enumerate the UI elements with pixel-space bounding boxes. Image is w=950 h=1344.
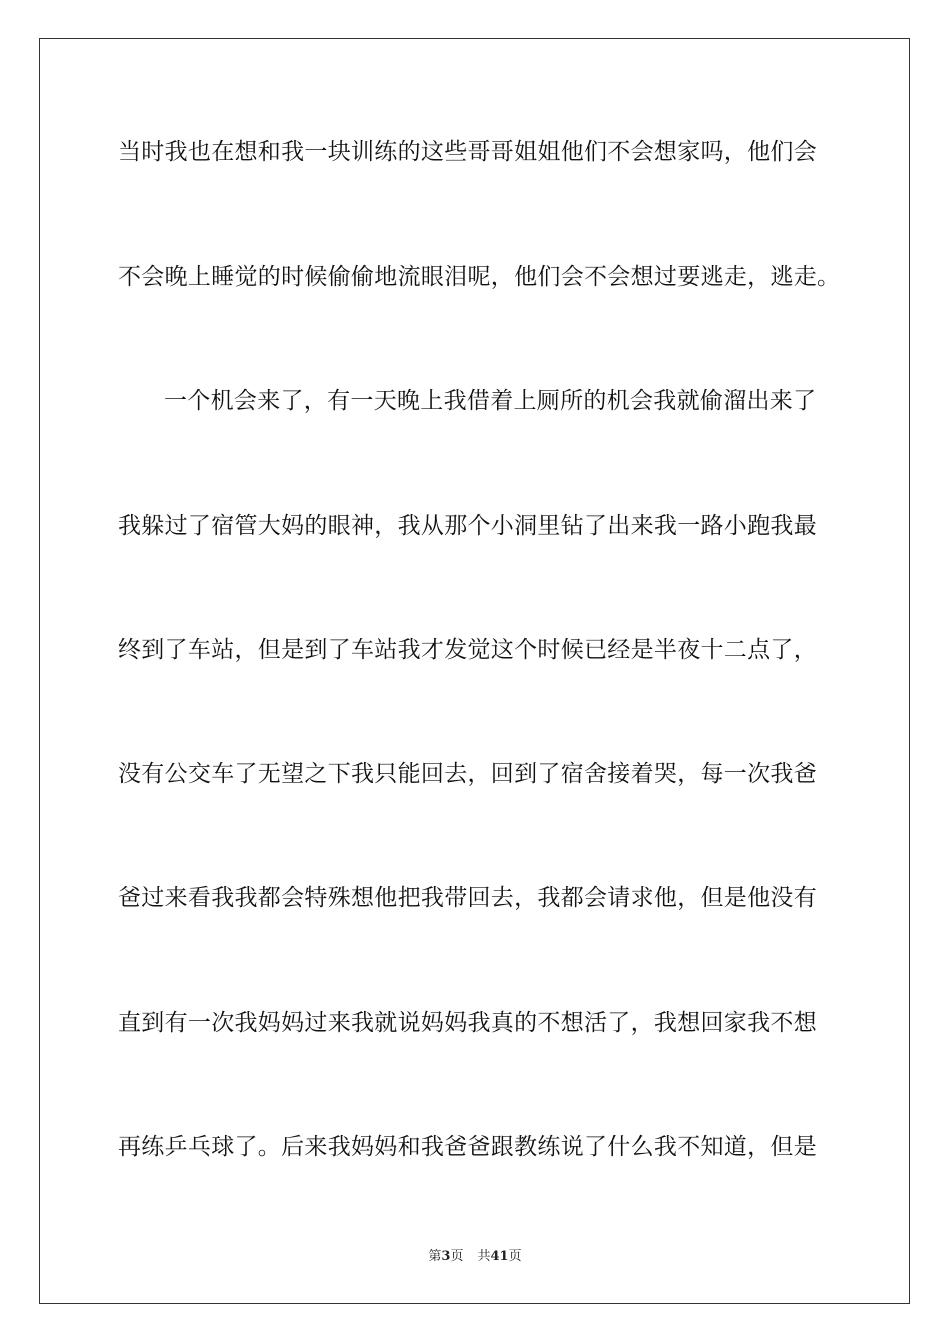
page-border — [39, 38, 910, 1304]
text-line-3: 一个机会来了，有一天晚上我借着上厕所的机会我就偷溜出来了 — [164, 388, 817, 414]
page-prefix: 第 — [428, 1249, 442, 1264]
text-line-2: 不会晚上睡觉的时候偷偷地流眼泪呢，他们会不会想过要逃走，逃走。 — [118, 264, 841, 290]
text-line-8: 直到有一次我妈妈过来我就说妈妈我真的不想活了，我想回家我不想 — [118, 1010, 817, 1036]
total-prefix: 共 — [477, 1249, 491, 1264]
page-footer — [0, 1248, 950, 1266]
page-number: 3 — [441, 1249, 451, 1264]
text-line-1: 当时我也在想和我一块训练的这些哥哥姐姐他们不会想家吗，他们会 — [118, 139, 817, 165]
text-line-6: 没有公交车了无望之下我只能回去，回到了宿舍接着哭，每一次我爸 — [118, 761, 817, 787]
text-line-9: 再练乒乓球了。后来我妈妈和我爸爸跟教练说了什么我不知道，但是 — [118, 1134, 817, 1160]
text-line-7: 爸过来看我我都会特殊想他把我带回去，我都会请求他，但是他没有 — [118, 885, 817, 911]
total-suffix: 页 — [508, 1249, 522, 1264]
total-pages: 41 — [490, 1249, 509, 1264]
page-suffix: 页 — [450, 1249, 464, 1264]
text-line-4: 我躲过了宿管大妈的眼神，我从那个小洞里钻了出来我一路小跑我最 — [118, 513, 817, 539]
text-line-5: 终到了车站，但是到了车站我才发觉这个时候已经是半夜十二点了， — [118, 637, 817, 663]
